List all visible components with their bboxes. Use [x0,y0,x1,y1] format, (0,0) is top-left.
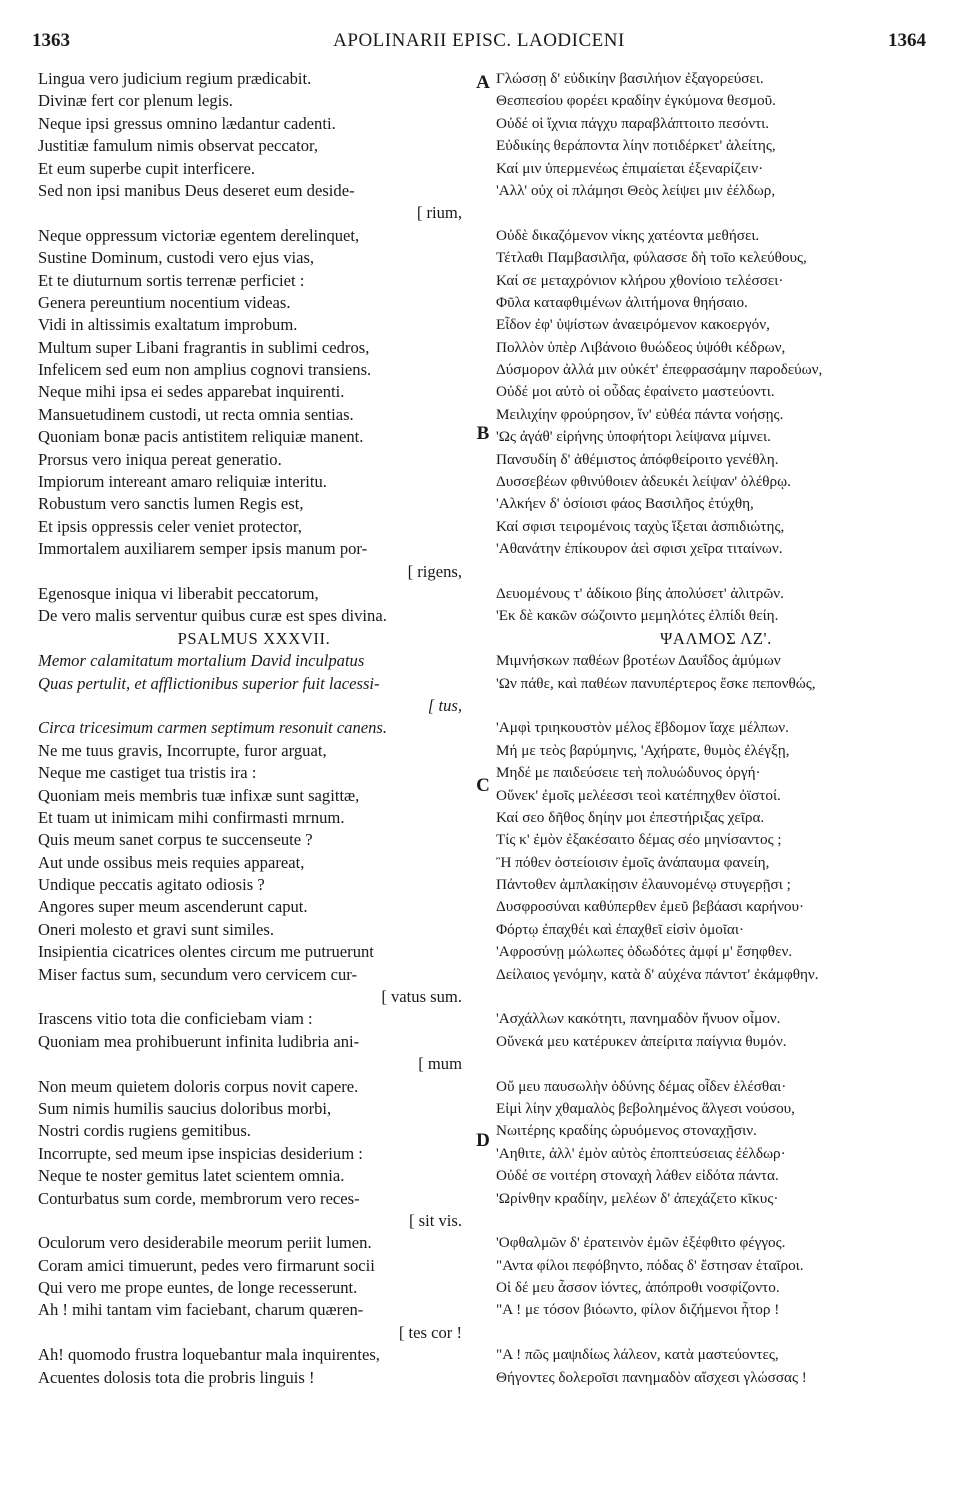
latin-line: Mansuetudinem custodi, ut recta omnia sentias. [38,404,354,424]
latin-line: Infelicem sed eum non amplius cognovi transiens. [38,360,372,380]
latin-line: Circa tricesimum carmen septimum resonuit canens. [38,718,388,738]
latin-line: Neque oppressum victoriæ egentem derelinquet, [38,225,360,245]
greek-line: Τίς κ' ἐμὸν ἐξακέσαιτο δέμας σέο μηνίσαντος ; [496,831,782,849]
latin-line: Quoniam meis membris tuæ infixæ sunt sagittæ, [38,785,360,805]
margin-letter-d: D [476,1130,490,1151]
greek-line: 'Ασχάλλων κακότητι, πανημαδὸν ἤνυον οἶμον. [496,1010,781,1028]
greek-line: 'Ωρίνθην κραδίην, μελέων δ' ἀπεχάζετο κῖκυς· [496,1189,779,1207]
page-number-left: 1363 [32,30,70,51]
greek-line: Οὕνεκ' ἐμοῖς μελέεσσι τεοὶ κατέπηχθεν ὀϊστοί. [496,786,781,804]
latin-psalm-title: PSALMUS XXXVII. [177,628,331,648]
greek-line: 'Εκ δὲ κακῶν σώζοιντο μεμηλότες ἐλπίδι θείη. [496,607,779,625]
latin-line: Et te diuturnum sortis terrenæ perficiet : [38,270,305,290]
latin-line: Undique peccatis agitato odiosis ? [38,875,265,895]
greek-line: Οὐδὲ δικαζόμενον νίκης χατέοντα μεθήσει. [496,226,760,244]
greek-line: Μή με τεὸς βαρύμηνις, 'Αχήρατε, θυμὸς ἐλέγξῃ, [496,741,790,759]
latin-line: Impiorum intereant amaro reliquiæ interitu. [38,472,327,492]
latin-line: Insipientia cicatrices olentes circum me putruerunt [38,942,374,962]
latin-line: Quoniam mea prohibuerunt infinita ludibria ani- [38,1031,360,1051]
latin-column [38,68,470,1389]
latin-line: [ sit vis. [408,1210,462,1230]
greek-line: Πανσυδίη δ' ἀθέμιστος ἀπόφθείροιτο γενέθλη. [496,450,779,468]
running-title: APOLINARII EPISC. LAODICENI [333,30,625,51]
latin-line: Angores super meum ascenderunt caput. [38,897,308,917]
latin-line: Coram amici timuerunt, pedes vero firmarunt socii [38,1255,375,1275]
latin-line: Irascens vitio tota die conficiebam viam : [38,1009,313,1029]
latin-line: [ rigens, [407,561,462,581]
latin-line: Neque ipsi gressus omnino lædantur cadenti. [38,113,336,133]
greek-line: Πάντοθεν ἀμπλακίῃσιν ἐλαυνομένῳ στυγερῇσι ; [496,876,791,894]
greek-line: "Α ! πῶς μαψιδίως λάλεον, κατὰ μαστεύοντες, [496,1346,779,1364]
running-header [32,30,926,64]
greek-line: Δευομένους τ' ἀδίκοιο βίης ἀπολύσετ' ἀλιτρῶν. [496,584,784,602]
greek-line: 'Ων πάθε, καὶ παθέων πανυπέρτερος ἔσκε πεπονθώς, [496,674,816,692]
greek-line: 'Αηθιτε, ἀλλ' ἐμὸν αὐτὸς ἐποπτεύσειας ἐέλδωρ· [496,1144,786,1162]
greek-line [496,695,936,717]
greek-line: Οὕνεκά μευ κατέρυκεν ἀπείριτα παίγνια θυμόν. [496,1032,787,1050]
latin-line: Et tuam ut inimicam mihi confirmasti mrnum. [38,807,345,827]
greek-line: Καί μιν ὑπερμενέως ἐπιμαίεται ἐξεναρίζειν· [496,159,764,177]
greek-line: Νωιτέρης κραδίης ὠρυόμενος στοναχῇσιν. [496,1122,757,1140]
greek-line: Πολλὸν ὑπὲρ Λιβάνοιο θυώδεος ὑψόθι κέδρων, [496,338,786,356]
greek-line: Καί σε μεταχρόνιον κλήρου χθονίοιο τελέσσει· [496,271,784,289]
greek-line: 'Ως ἀγάθ' εἰρήνης ὑποφήτορι λείψανα μίμνει. [496,428,771,446]
greek-line: "Α ! με τόσον βιόωντο, φίλον διζήμενοι ἦτορ ! [496,1301,780,1319]
greek-line: Τέτλαθι Παμβασιλῆα, φύλασσε δὴ τοῖο κελεύθους, [496,249,807,267]
greek-line: Ἢ πόθεν ὀστείοισιν ἐμοῖς ἀνάπαυμα φανείη, [496,853,770,871]
greek-line [496,1322,936,1344]
latin-line: Neque te noster gemitus latet scientem omnia. [38,1166,345,1186]
margin-letter-c: C [476,775,490,796]
greek-line: Εὐδικίης θεράποντα λίην ποτιδέρκετ' ἀλείτης, [496,137,776,155]
latin-line: Divinæ fert cor plenum legis. [38,91,233,111]
greek-line: Οὐδέ σε νοιτέρη στοναχὴ λάθεν εἰδότα πάντα. [496,1167,779,1185]
latin-line: Quis meum sanet corpus te succenseute ? [38,830,313,850]
latin-line: De vero malis serventur quibus curæ est spes divina. [38,606,387,626]
greek-line: Εἰμὶ λίην χθαμαλὸς βεβολημένος ἄλγεσι νούσου, [496,1099,795,1117]
latin-line: [ tus, [427,695,462,715]
latin-line: Robustum vero sanctis lumen Regis est, [38,494,304,514]
greek-line: 'Αμφὶ τριηκουστὸν μέλος ἕβδομον ἴαχε μέλπων. [496,719,789,737]
greek-line: Εἶδον ἐφ' ὑψίστων ἀναειρόμενον κακοεργόν, [496,316,770,334]
latin-line: Multum super Libani fragrantis in sublimi cedros, [38,337,370,357]
greek-line: Θεσπεσίου φορέει κραδίην ἐγκύμονα θεσμοῦ. [496,92,776,110]
greek-line: Φόρτῳ ἐπαχθέι καὶ ἐπαχθεῖ εἰσὶν ὁμοῖαι· [496,920,745,938]
latin-line: Quoniam bonæ pacis antistitem reliquiæ manent. [38,427,364,447]
greek-line: 'Αλλ' οὐχ οἱ πλάμησι Θεὸς λείψει μιν ἐέλδωρ, [496,181,776,199]
latin-line: Aut unde ossibus meis requies appareat, [38,852,305,872]
greek-line: Οἱ δέ μευ ἆσσον ἰόντες, ἀπόπροθι νοσφίζοντο. [496,1279,780,1297]
latin-line: Justitiæ famulum nimis observat peccator, [38,136,318,156]
latin-line: Neque mihi ipsa ei sedes apparebat inquirenti. [38,382,345,402]
greek-line: Δείλαιος γενόμην, κατὰ δ' αὐχένα πάντοτ' ἐκάμφθην. [496,965,819,983]
latin-line: Sustine Dominum, custodi vero ejus vias, [38,248,315,268]
margin-letter-a: A [476,72,490,93]
latin-line: Oculorum vero desiderabile meorum periit lumen. [38,1233,372,1253]
greek-line: Γλώσσῃ δ' εὐδικίην βασιλήιον ἐξαγορεύσει. [496,70,764,87]
greek-line [496,1053,936,1075]
greek-column [496,68,936,1389]
latin-line: Ah ! mihi tantam vim faciebant, charum quæren- [38,1300,364,1320]
latin-line: Incorrupte, sed meum ipse inspicias desiderium : [38,1143,363,1163]
latin-line: [ vatus sum. [381,987,462,1007]
latin-line: Ah! quomodo frustra loquebantur mala inquirentes, [38,1345,380,1365]
latin-line: Egenosque iniqua vi liberabit peccatorum, [38,583,319,603]
latin-line: [ mum [418,1054,462,1074]
greek-line [496,202,936,224]
greek-line: Μηδέ με παιδεύσειε τεὴ πολυώδυνος ὀργή· [496,764,761,782]
latin-line: Ne me tuus gravis, Incorrupte, furor arguat, [38,740,327,760]
greek-line: Θήγοντες δολεροῖσι πανημαδὸν αἴσχεσι γλώσσας ! [496,1368,807,1386]
latin-line: Neque me castiget tua tristis ira : [38,763,257,783]
latin-line: Conturbatus sum corde, membrorum vero reces- [38,1188,360,1208]
greek-line: Δυσφροσύναι καθύπερθεν ἐμεῦ βεβάασι καρήνου· [496,898,805,916]
latin-line: Genera pereuntium nocentium videas. [38,292,291,312]
latin-line: Lingua vero judicium regium prædicabit. [38,69,312,88]
latin-line: Memor calamitatum mortalium David inculpatus [38,651,365,671]
latin-line: [ tes cor ! [398,1322,462,1342]
latin-line: Miser factus sum, secundum vero cervicem cur- [38,964,357,984]
greek-line: 'Οφθαλμῶν δ' ἐρατεινὸν ἐμῶν ἐξέφθιτο φέγγος. [496,1234,786,1252]
greek-line: Φῦλα καταφθιμένων ἀλιτήμονα θηήσαιο. [496,293,748,311]
greek-line [496,1210,936,1232]
greek-line [496,561,936,583]
latin-line: Sum nimis humilis saucius doloribus morbi, [38,1098,332,1118]
greek-line: Οὐδέ οἱ ἴχνια πάγχυ παραβλάπτοιτο πεσόντι. [496,114,770,132]
latin-line: Quas pertulit, et afflictionibus superior fuit lacessi- [38,673,380,693]
greek-line: Δυσσεβέων φθινύθοιεν ἀδευκέι λείψαν' ὀλέθρῳ. [496,473,791,491]
greek-line: "Αντα φίλοι πεφόβηντο, πόδας δ' ἔστησαν ἑταῖροι. [496,1256,804,1274]
latin-line: Nostri cordis rugiens gemitibus. [38,1121,251,1141]
latin-line: Acuentes dolosis tota die probris linguis ! [38,1367,315,1387]
latin-line: Prorsus vero iniqua pereat generatio. [38,449,282,469]
greek-line: Οὔ μευ παυσωλὴν ὀδύνης δέμας οἶδεν ἑλέσθαι· [496,1077,787,1095]
greek-line: Μιμνήσκων παθέων βροτέων Δαυΐδος ἀμύμων [496,652,781,670]
greek-line: Δύσμορον ἀλλά μιν οὐκέτ' ἐπεφρασάμην παροδεύων, [496,361,823,379]
greek-line: Καί σεο δῆθος δηίην μοι ἐπεστήριξας χεῖρα. [496,808,765,826]
greek-line: 'Αφροσύνῃ μώλωπες ὀδωδότες ἀμφί μ' ἔσηφθεν. [496,943,793,961]
greek-line: Μειλιχίην φρούρησον, ἵν' εὐθέα πάντα νοήσῃς. [496,405,784,423]
greek-line: Οὐδέ μοι αὐτὸ οἱ οὖδας ἐφαίνετο μαστεύοντι. [496,383,775,401]
greek-psalm-title: ΨΑΛΜΟΣ ΛΖ'. [660,628,772,648]
latin-line: Immortalem auxiliarem semper ipsis manum por- [38,539,368,559]
latin-line: Et eum superbe cupit interficere. [38,158,256,178]
latin-line: Non meum quietem doloris corpus novit capere. [38,1076,359,1096]
greek-line: Καί σφισι τειρομένοις ταχὺς ἵξεται ἀσπιδιώτης, [496,517,785,535]
latin-line: Vidi in altissimis exaltatum improbum. [38,315,298,335]
latin-line: Qui vero me prope euntes, de longe recesserunt. [38,1278,358,1298]
greek-line: 'Αθανάτην ἐπίκουρον ἀεὶ σφισι χεῖρα τιταίνων. [496,540,783,558]
latin-line: [ rium, [416,203,462,223]
greek-line: 'Αλκήεν δ' ὁσίοισι φάος Βασιλῆος ἐτύχθη, [496,495,754,513]
latin-line: Et ipsis oppressis celer veniet protector, [38,516,302,536]
greek-line [496,986,936,1008]
latin-line: Sed non ipsi manibus Deus deseret eum deside- [38,180,355,200]
margin-letter-b: B [476,423,490,444]
page-number-right: 1364 [888,30,926,51]
latin-line: Oneri molesto et gravi sunt similes. [38,919,274,939]
